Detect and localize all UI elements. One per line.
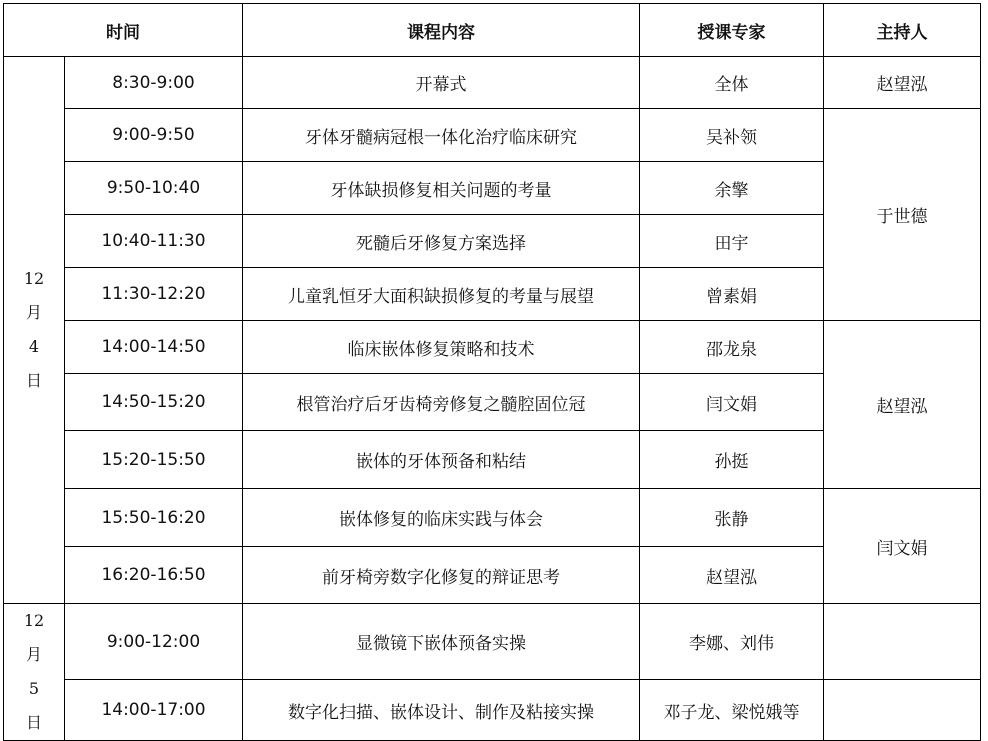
expert-cell: 邵龙泉 bbox=[640, 321, 824, 374]
expert-cell: 赵望泓 bbox=[640, 547, 824, 604]
expert-cell: 李娜、刘伟 bbox=[640, 604, 824, 680]
content-cell: 显微镜下嵌体预备实操 bbox=[243, 604, 640, 680]
expert-cell: 余擎 bbox=[640, 162, 824, 215]
time-cell: 11:30-12:20 bbox=[65, 268, 243, 321]
time-cell: 9:00-9:50 bbox=[65, 109, 243, 162]
time-cell: 14:50-15:20 bbox=[65, 374, 243, 431]
time-cell: 10:40-11:30 bbox=[65, 215, 243, 268]
time-cell: 15:20-15:50 bbox=[65, 431, 243, 489]
expert-cell: 田宇 bbox=[640, 215, 824, 268]
table-row bbox=[4, 321, 981, 374]
expert-cell: 曾素娟 bbox=[640, 268, 824, 321]
schedule-table bbox=[3, 3, 981, 741]
expert-cell: 孙挺 bbox=[640, 431, 824, 489]
time-cell: 14:00-14:50 bbox=[65, 321, 243, 374]
header-content: 课程内容 bbox=[243, 4, 640, 57]
date-cell-day2: 12 月 5 日 bbox=[4, 604, 65, 741]
content-cell: 嵌体修复的临床实践与体会 bbox=[243, 489, 640, 547]
expert-cell: 吴补领 bbox=[640, 109, 824, 162]
host-cell bbox=[824, 604, 981, 680]
header-expert: 授课专家 bbox=[640, 4, 824, 57]
table-row bbox=[4, 489, 981, 547]
table-row bbox=[4, 57, 981, 109]
content-cell: 根管治疗后牙齿椅旁修复之髓腔固位冠 bbox=[243, 374, 640, 431]
content-cell: 牙体牙髓病冠根一体化治疗临床研究 bbox=[243, 109, 640, 162]
host-cell: 赵望泓 bbox=[824, 57, 981, 109]
date-cell-day1: 12 月 4 日 bbox=[4, 57, 65, 604]
expert-cell: 闫文娟 bbox=[640, 374, 824, 431]
content-cell: 嵌体的牙体预备和粘结 bbox=[243, 431, 640, 489]
table-row bbox=[4, 680, 981, 741]
expert-cell: 全体 bbox=[640, 57, 824, 109]
content-cell: 临床嵌体修复策略和技术 bbox=[243, 321, 640, 374]
header-time: 时间 bbox=[4, 4, 243, 57]
table-row bbox=[4, 604, 981, 680]
host-cell: 赵望泓 bbox=[824, 321, 981, 489]
table-row bbox=[4, 109, 981, 162]
host-cell: 于世德 bbox=[824, 109, 981, 321]
time-cell: 9:50-10:40 bbox=[65, 162, 243, 215]
host-cell: 闫文娟 bbox=[824, 489, 981, 604]
time-cell: 16:20-16:50 bbox=[65, 547, 243, 604]
header-row bbox=[4, 4, 981, 57]
content-cell: 儿童乳恒牙大面积缺损修复的考量与展望 bbox=[243, 268, 640, 321]
content-cell: 死髓后牙修复方案选择 bbox=[243, 215, 640, 268]
header-host: 主持人 bbox=[824, 4, 981, 57]
time-cell: 8:30-9:00 bbox=[65, 57, 243, 109]
expert-cell: 张静 bbox=[640, 489, 824, 547]
time-cell: 15:50-16:20 bbox=[65, 489, 243, 547]
time-cell: 14:00-17:00 bbox=[65, 680, 243, 741]
time-cell: 9:00-12:00 bbox=[65, 604, 243, 680]
content-cell: 数字化扫描、嵌体设计、制作及粘接实操 bbox=[243, 680, 640, 741]
content-cell: 牙体缺损修复相关问题的考量 bbox=[243, 162, 640, 215]
host-cell bbox=[824, 680, 981, 741]
content-cell: 开幕式 bbox=[243, 57, 640, 109]
content-cell: 前牙椅旁数字化修复的辩证思考 bbox=[243, 547, 640, 604]
expert-cell: 邓子龙、梁悦娥等 bbox=[640, 680, 824, 741]
